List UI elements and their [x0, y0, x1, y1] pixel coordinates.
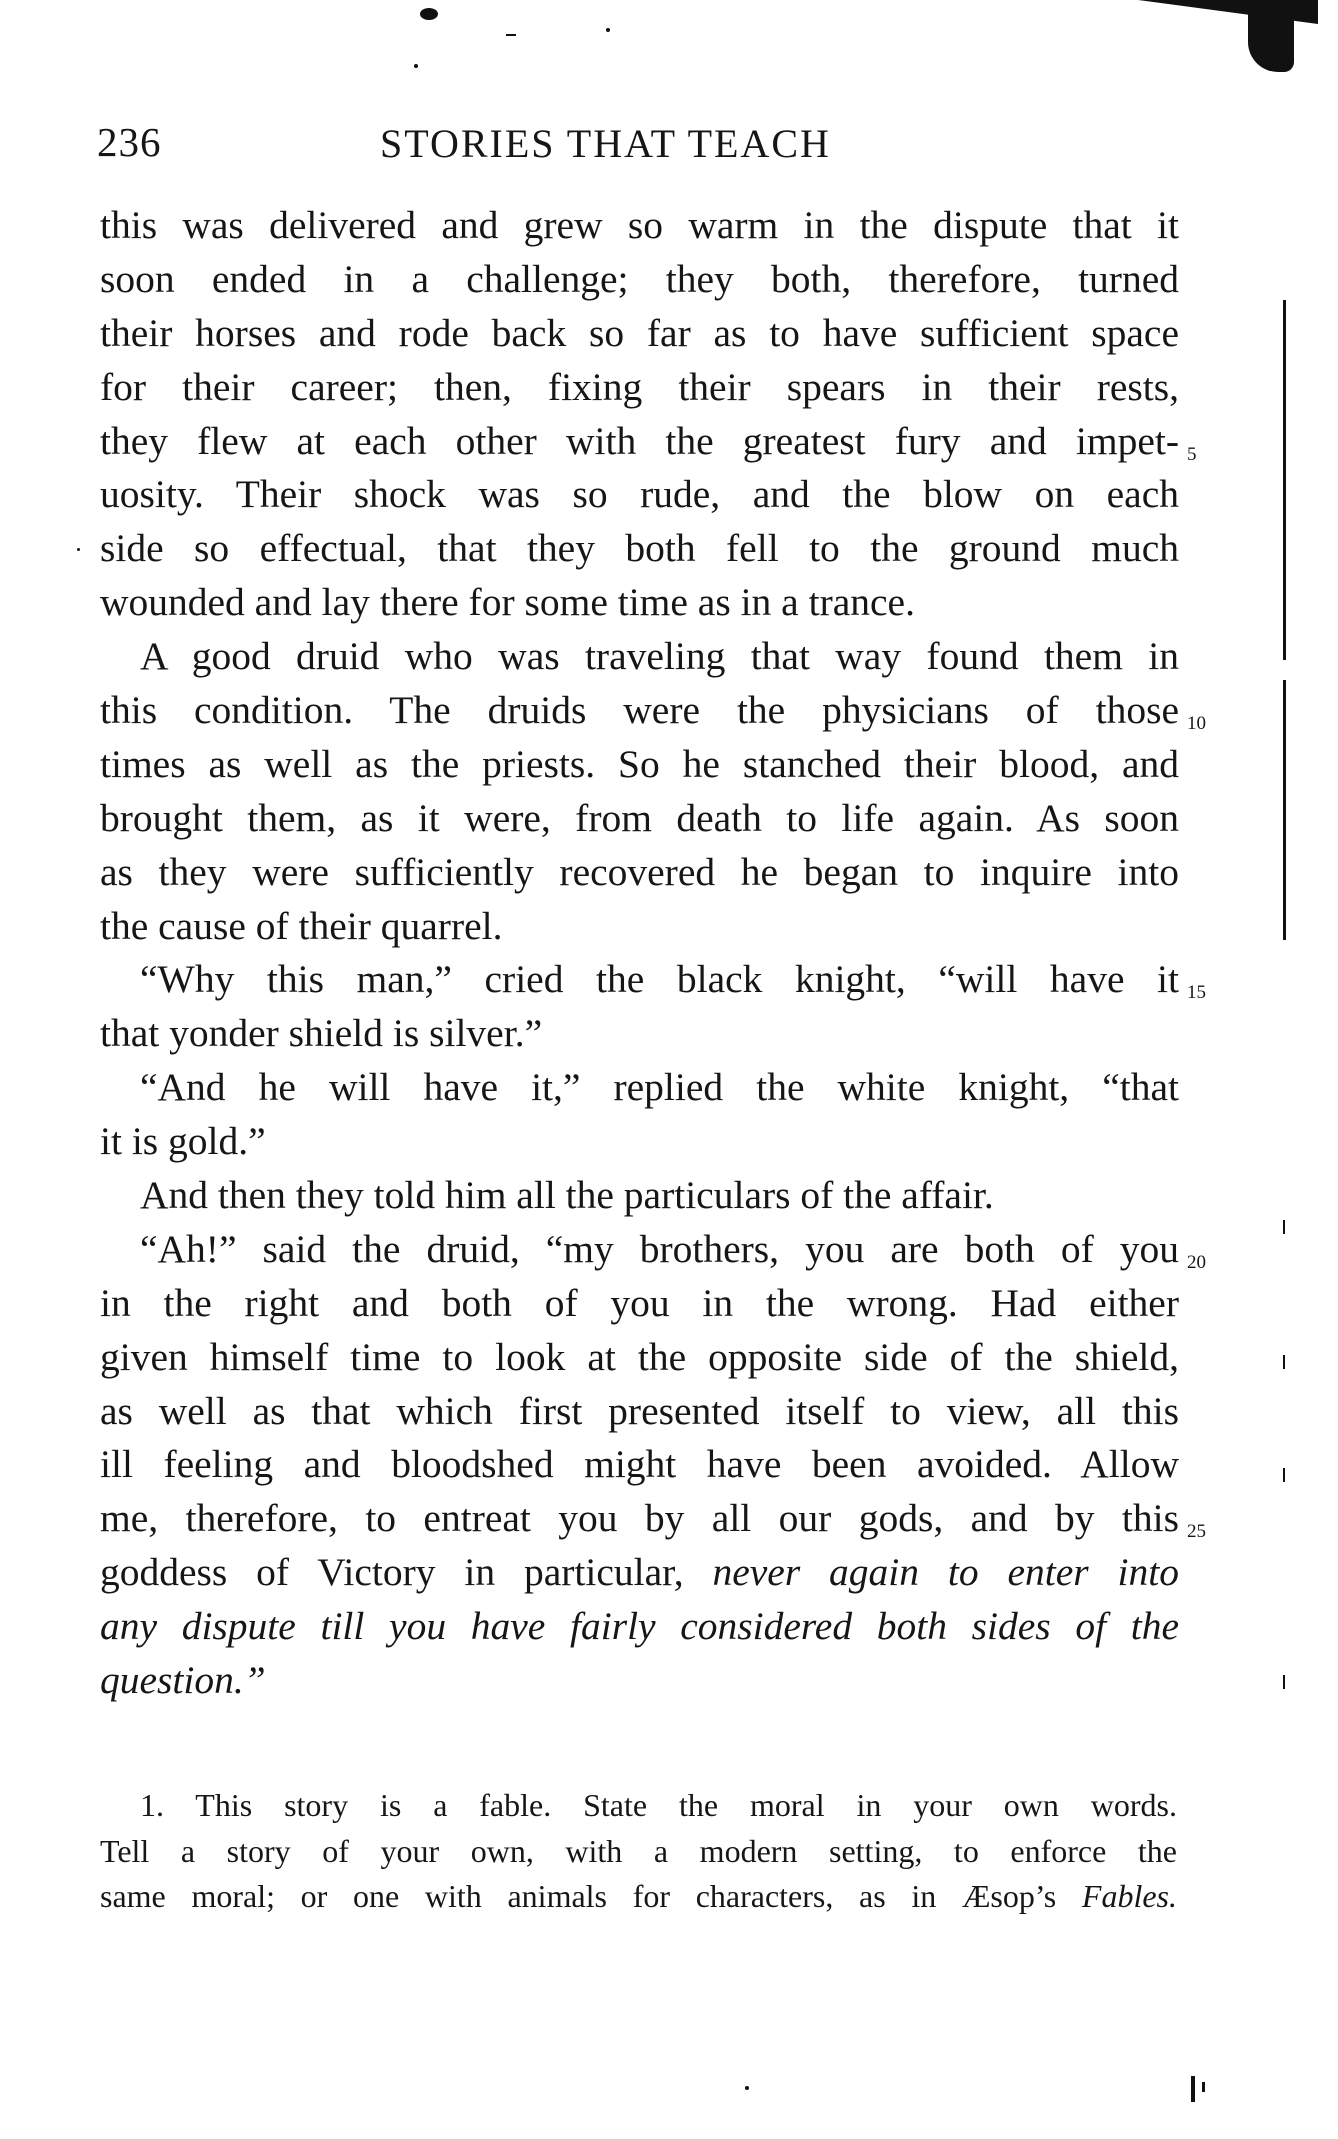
- text-line: [100, 1169, 1179, 1223]
- text-line: [100, 1385, 1179, 1439]
- line-text: “And he will have it,” replied the white knight, “that: [140, 1065, 1179, 1110]
- text-line: [100, 792, 1179, 846]
- line-number: 25: [1187, 1521, 1206, 1543]
- line-text: their horses and rode back so far as to have sufficient space: [100, 310, 1179, 355]
- line-text: A good druid who was traveling that way found them in: [140, 634, 1179, 679]
- line-text: same moral; or one with animals for characters, as in Æsop’s: [100, 1878, 1082, 1914]
- scan-speck: [606, 28, 610, 32]
- text-line: [100, 1492, 1206, 1546]
- text-line: [100, 522, 1179, 576]
- line-text: goddess of Victory in particular,: [100, 1550, 713, 1595]
- text-line: [100, 361, 1179, 415]
- line-text: And then they told him all the particulars of the affair.: [140, 1173, 994, 1218]
- line-number: 10: [1187, 713, 1206, 735]
- text-line: [100, 1654, 1179, 1708]
- scan-speck: [1191, 2076, 1195, 2102]
- line-number: 15: [1187, 982, 1206, 1004]
- line-text: wounded and lay there for some time as in a trance.: [100, 580, 915, 625]
- scan-margin-tick: [1283, 1675, 1285, 1689]
- page-header: [97, 118, 1187, 178]
- footnote-line: [100, 1783, 1177, 1829]
- line-text: side so effectual, that they both fell to the ground much: [100, 526, 1179, 571]
- text-line: [100, 846, 1179, 900]
- line-text: “Why this man,” cried the black knight, “will have it: [140, 957, 1179, 1002]
- scan-speck: [1202, 2082, 1205, 2092]
- scan-speck: [77, 548, 80, 551]
- text-line: [100, 1115, 1179, 1169]
- text-line: [100, 1007, 1179, 1061]
- text-line: [100, 1331, 1179, 1385]
- line-text: this condition. The druids were the physicians of those: [100, 688, 1179, 733]
- line-text: this was delivered and grew so warm in the dispute that it: [100, 203, 1179, 247]
- scan-speck: [506, 34, 516, 36]
- scan-margin-tick: [1283, 1355, 1285, 1369]
- line-text: Tell a story of your own, with a modern setting, to enforce the: [100, 1832, 1177, 1869]
- emphasis-text: question.”: [100, 1658, 266, 1703]
- line-text: in the right and both of you in the wrong. Had either: [100, 1280, 1179, 1325]
- line-text: 1. This story is a fable. State the moral in your own words.: [140, 1787, 1177, 1823]
- text-line: [100, 468, 1179, 522]
- footnote-line: [100, 1874, 1177, 1920]
- scan-margin-tick: [1283, 1220, 1285, 1234]
- running-head: STORIES THAT TEACH: [380, 121, 831, 166]
- line-text: brought them, as it were, from death to life again. As soon: [100, 795, 1179, 840]
- text-line: [100, 1223, 1206, 1277]
- text-line: [100, 576, 1179, 630]
- text-line: [100, 1438, 1179, 1492]
- scan-margin-line: [1283, 680, 1286, 940]
- text-line: [100, 900, 1179, 954]
- scan-corner-blob: [1248, 2, 1294, 72]
- line-number: 20: [1187, 1251, 1206, 1273]
- text-line: [100, 1277, 1179, 1331]
- line-text: “Ah!” said the druid, “my brothers, you are both of you: [140, 1226, 1179, 1271]
- scan-margin-line: [1283, 300, 1286, 660]
- text-line: [100, 1546, 1179, 1600]
- page-number: 236: [97, 119, 162, 165]
- body-text: [100, 199, 1206, 1708]
- text-line: [100, 415, 1197, 469]
- line-text: as they were sufficiently recovered he began to inquire into: [100, 849, 1179, 894]
- line-text: they flew at each other with the greatest fury and impet-: [100, 418, 1179, 463]
- line-text: times as well as the priests. So he stanched their blood, and: [100, 741, 1179, 786]
- line-text: as well as that which first presented itself to view, all this: [100, 1388, 1179, 1433]
- text-line: [100, 953, 1206, 1007]
- scan-speck: [420, 8, 438, 20]
- line-text: me, therefore, to entreat you by all our gods, and by this: [100, 1496, 1179, 1541]
- emphasis-text: any dispute till you have fairly considered both sides of the: [100, 1604, 1179, 1649]
- line-text: the cause of their quarrel.: [100, 903, 503, 948]
- scan-speck: [414, 64, 418, 68]
- scan-margin-tick: [1283, 1468, 1285, 1482]
- text-line: [100, 630, 1179, 684]
- footnote: [100, 1783, 1177, 1920]
- line-text: it is gold.”: [100, 1119, 266, 1164]
- scan-speck: [745, 2086, 749, 2090]
- text-line: [100, 684, 1206, 738]
- line-text: for their career; then, fixing their spears in their rests,: [100, 364, 1179, 409]
- footnote-line: [100, 1829, 1177, 1875]
- text-line: [100, 1600, 1179, 1654]
- line-text: given himself time to look at the opposite side of the shield,: [100, 1334, 1179, 1379]
- line-text: uosity. Their shock was so rude, and the blow on each: [100, 472, 1179, 517]
- line-text: soon ended in a challenge; they both, therefore, turned: [100, 256, 1179, 301]
- line-text: that yonder shield is silver.”: [100, 1011, 543, 1056]
- text-line: [100, 199, 1179, 253]
- emphasis-text: never again to enter into: [712, 1550, 1179, 1595]
- line-number: 5: [1187, 443, 1197, 465]
- text-line: [100, 738, 1179, 792]
- text-line: [100, 253, 1179, 307]
- text-line: [100, 307, 1179, 361]
- book-title: Fables.: [1081, 1878, 1177, 1914]
- text-line: [100, 1061, 1179, 1115]
- line-text: ill feeling and bloodshed might have been avoided. Allow: [100, 1442, 1179, 1487]
